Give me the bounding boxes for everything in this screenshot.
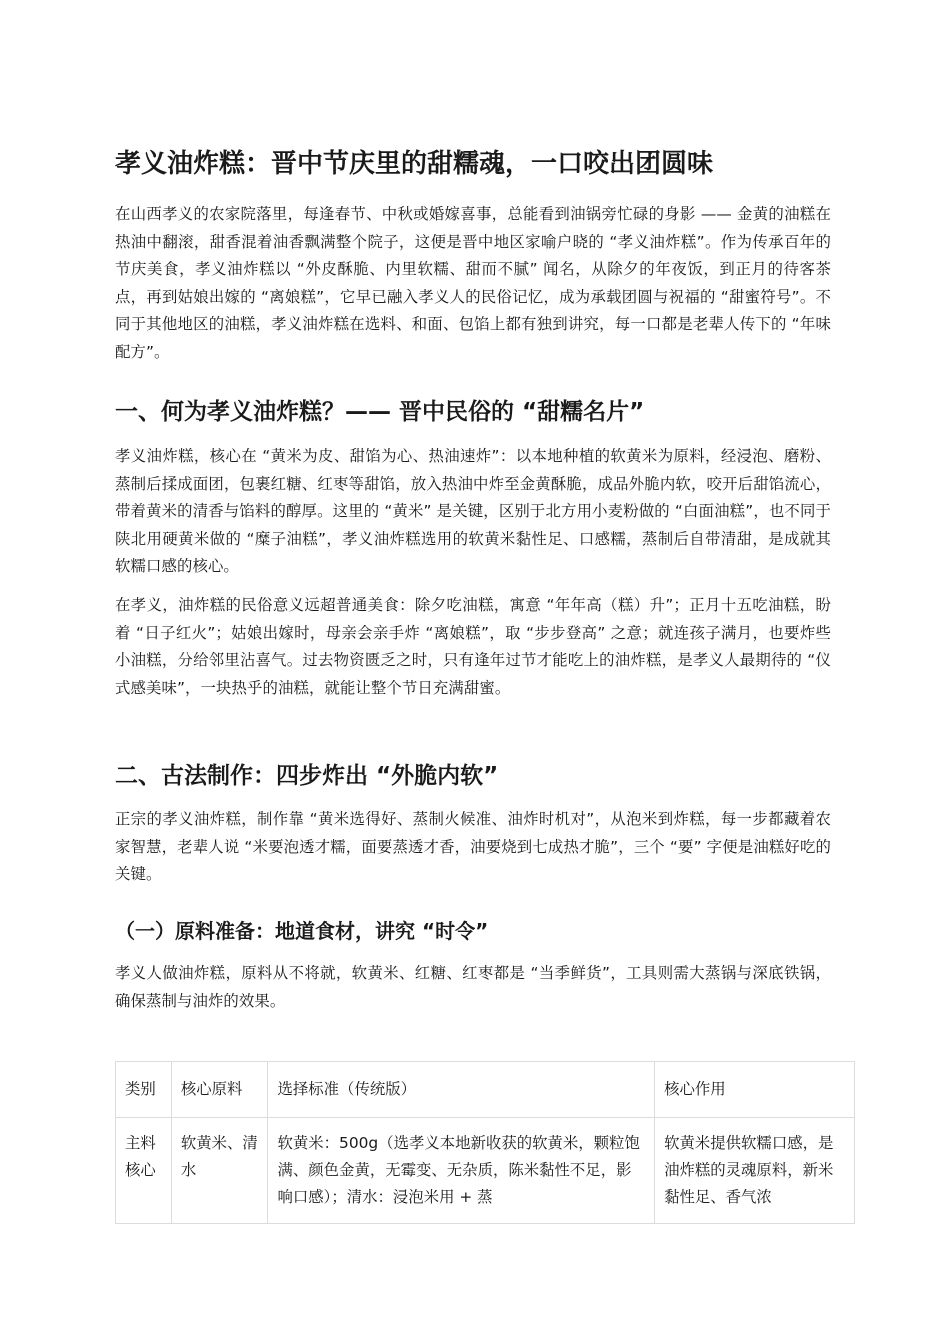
document-title: 孝义油炸糕：晋中节庆里的甜糯魂，一口咬出团圆味: [115, 149, 714, 179]
intro-paragraph: 在山西孝义的农家院落里，每逢春节、中秋或婚嫁喜事，总能看到油锅旁忙碌的身影 —— 金黄的油糕在热油中翻滚，甜香混着油香飘满整个院子，这便是晋中地区家喻户晓的 “孝义油炸糕”。作为传承百年的节庆美食，孝义油炸糕以 “外皮酥脆、内里软糯、甜而不腻” 闻名，从除夕的年夜饭，到正月的待客茶点，再到姑娘出嫁的 “离娘糕”，它早已融入孝义人的民俗记忆，成为承载团圆与祝福的 “甜蜜符号”。不同于其他地区的油糕，孝义油炸糕在选料、和面、包馅上都有独到讲究，每一口都是老辈人传下的 “年味配方”。: [115, 205, 831, 361]
table-header-row: [116, 1062, 855, 1118]
section-1-heading: 一、何为孝义油炸糕？—— 晋中民俗的 “甜糯名片”: [115, 399, 645, 425]
section-2-paragraph-1: 正宗的孝义油炸糕，制作靠 “黄米选得好、蒸制火候准、油炸时机对”，从泡米到炸糕，每一步都藏着农家智慧，老辈人说 “米要泡透才糯，面要蒸透才香，油要烧到七成热才脆”，三个 “要” 字便是油糕好吃的关键。: [115, 810, 831, 883]
table-cell-selection-standard: 软黄米：500g（选孝义本地新收获的软黄米，颗粒饱满、颜色金黄，无霉变、无杂质，陈米黏性不足，影响口感）；清水：浸泡米用 + 蒸: [268, 1118, 655, 1224]
table-header-core-role: 核心作用: [655, 1062, 855, 1118]
section-1-paragraph-2: 在孝义，油炸糕的民俗意义远超普通美食：除夕吃油糕，寓意 “年年高（糕）升”；正月十五吃油糕，盼着 “日子红火”；姑娘出嫁时，母亲会亲手炸 “离娘糕”，取 “步步登高” 之意；就连孩子满月，也要炸些小油糕，分给邻里沾喜气。过去物资匮乏之时，只有逢年过节才能吃上的油炸糕，是孝义人最期待的 “仪式感美味”，一块热乎的油糕，就能让整个节日充满甜蜜。: [115, 596, 831, 697]
table-row: [116, 1118, 855, 1224]
table-cell-category: 主料核心: [116, 1118, 172, 1224]
table-header-category: 类别: [116, 1062, 172, 1118]
ingredients-table: [115, 1061, 855, 1224]
section-1-paragraph-1: 孝义油炸糕，核心在 “黄米为皮、甜馅为心、热油速炸”：以本地种植的软黄米为原料，经浸泡、磨粉、蒸制后揉成面团，包裹红糖、红枣等甜馅，放入热油中炸至金黄酥脆，成品外脆内软，咬开后甜馅流心，带着黄米的清香与馅料的醇厚。这里的 “黄米” 是关键，区别于北方用小麦粉做的 “白面油糕”，也不同于陕北用硬黄米做的 “糜子油糕”，孝义油炸糕选用的软黄米黏性足、口感糯，蒸制后自带清甜，是成就其软糯口感的核心。: [115, 447, 831, 575]
section-2-heading: 二、古法制作：四步炸出 “外脆内软”: [115, 763, 499, 789]
table-header-main-ingredients: 核心原料: [171, 1062, 268, 1118]
subsection-1-paragraph: 孝义人做油炸糕，原料从不将就，软黄米、红糖、红枣都是 “当季鲜货”，工具则需大蒸锅与深底铁锅，确保蒸制与油炸的效果。: [115, 964, 831, 1010]
subsection-1-heading: （一）原料准备：地道食材，讲究 “时令”: [115, 919, 489, 943]
table-cell-main-ingredients: 软黄米、清水: [171, 1118, 268, 1224]
table-cell-core-role: 软黄米提供软糯口感，是油炸糕的灵魂原料，新米黏性足、香气浓: [655, 1118, 855, 1224]
table-header-selection-standard: 选择标准（传统版）: [268, 1062, 655, 1118]
